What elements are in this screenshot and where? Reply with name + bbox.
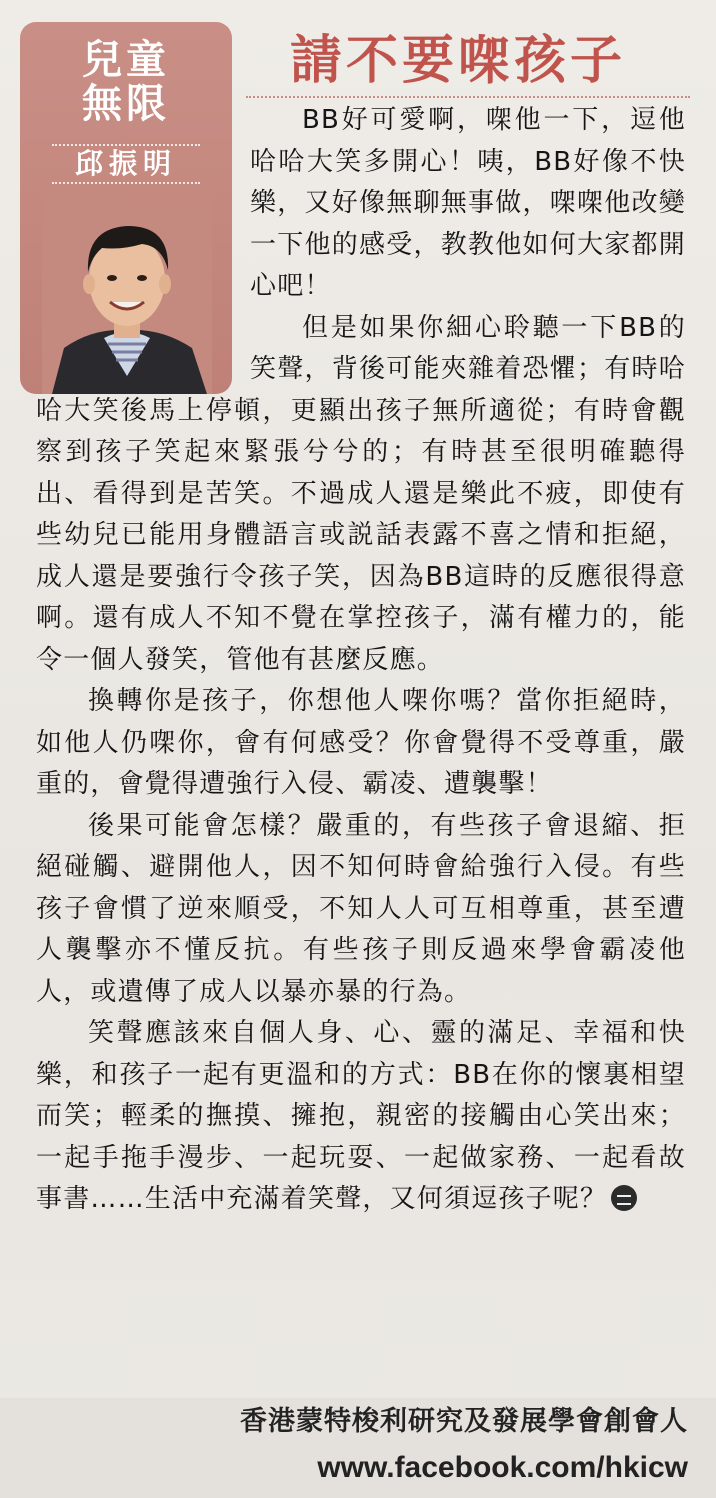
paragraph-3: 換轉你是孩子，你想他人㗎你嗎？當你拒絕時，如他人仍㗎你，會有何感受？你會覺得不受尊重，嚴重的，會覺得遭強行入侵、霸凌、遭襲擊！	[36, 686, 686, 799]
paragraph-5	[36, 1013, 686, 1221]
paragraph-2: 但是如果你細心聆聽一下BB的笑聲，背後可能夾雜着恐懼；有時哈哈大笑後馬上停頓，更顯出孩子無所適從；有時會觀察到孩子笑起來緊張兮兮的；有時甚至很明確聽得出、看得到是苦笑。不過成人還是樂此不疲，即使有些幼兒已能用身體語言或説話表露不喜之情和拒絕，成人還是要強行令孩子笑，因為BB這時的反應很得意啊。還有成人不知不覺在掌控孩子，滿有權力的，能令一個人發笑，管他有甚麼反應。	[36, 312, 686, 675]
headline: 請不要㗎孩子	[290, 30, 627, 91]
author-name: 邱振明	[52, 144, 200, 184]
panel-spacer	[36, 100, 250, 390]
headline-divider	[246, 96, 690, 98]
column-title-line1: 兒童	[82, 37, 170, 83]
issue-end-mark-icon	[611, 1185, 637, 1211]
paragraph-1: BB好可愛啊，㗎他一下，逗他哈哈大笑多開心！咦，BB好像不快樂，又好像無聊無事做，㗎㗎他改變一下他的感受，教教他如何大家都開心吧！	[250, 105, 686, 301]
column-title-line2: 無限	[82, 81, 170, 127]
paragraph-4: 後果可能會怎樣？嚴重的，有些孩子會退縮、拒絕碰觸、避開他人，因不知何時會給強行入侵。有些孩子會慣了逆來順受，不知人人可互相尊重，甚至遭人襲擊亦不懂反抗。有些孩子則反過來學會霸凌他人，或遺傳了成人以暴亦暴的行為。	[36, 810, 686, 1007]
facebook-url: www.facebook.com/hkicw	[317, 1451, 688, 1484]
organization-line: 香港蒙特梭利研究及發展學會創會人	[240, 1406, 688, 1437]
paragraph-5-text: 笑聲應該來自個人身、心、靈的滿足、幸福和快樂，和孩子一起有更溫和的方式：BB在你的懷裏相望而笑；輕柔的撫摸、擁抱，親密的接觸由心笑出來；一起手拖手漫步、一起玩耍、一起做家務、一起看故事書……生活中充滿着笑聲，又何須逗孩子呢？	[36, 1018, 686, 1214]
article-body	[36, 100, 686, 1221]
